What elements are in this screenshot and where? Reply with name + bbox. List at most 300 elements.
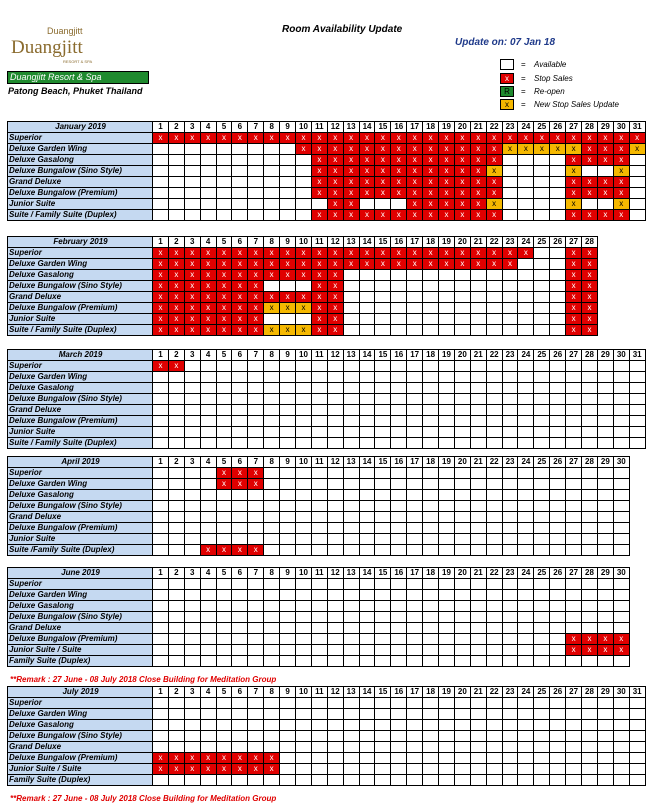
available-cell — [407, 427, 423, 438]
room-type-label: Deluxe Bungalow (Premium) — [8, 523, 153, 534]
available-cell — [296, 383, 312, 394]
available-cell — [454, 742, 470, 753]
stop-sales-cell: x — [184, 133, 200, 144]
day-number: 23 — [502, 457, 518, 468]
available-cell — [184, 394, 200, 405]
month-title: July 2019 — [8, 687, 153, 698]
stop-sales-cell: x — [343, 259, 359, 270]
available-cell — [534, 590, 550, 601]
stop-sales-cell: x — [311, 155, 327, 166]
stop-sales-cell: x — [184, 314, 200, 325]
stop-sales-cell: x — [232, 479, 248, 490]
available-cell — [296, 698, 312, 709]
available-cell — [439, 753, 455, 764]
available-cell — [597, 720, 613, 731]
available-cell — [534, 383, 550, 394]
available-cell — [470, 281, 486, 292]
available-cell — [550, 612, 566, 623]
available-cell — [359, 479, 375, 490]
stop-sales-cell: x — [391, 188, 407, 199]
available-cell — [311, 394, 327, 405]
available-cell — [168, 427, 184, 438]
available-cell — [502, 416, 518, 427]
available-cell — [502, 764, 518, 775]
available-cell — [311, 742, 327, 753]
stop-sales-cell: x — [216, 764, 232, 775]
available-cell — [280, 534, 296, 545]
available-cell — [550, 259, 566, 270]
day-number: 15 — [375, 687, 391, 698]
available-cell — [534, 579, 550, 590]
day-number: 13 — [343, 122, 359, 133]
day-number: 7 — [248, 122, 264, 133]
available-cell — [518, 709, 534, 720]
available-cell — [613, 590, 629, 601]
available-cell — [343, 394, 359, 405]
stop-sales-cell: x — [264, 259, 280, 270]
stop-sales-cell: x — [327, 303, 343, 314]
day-number: 2 — [168, 568, 184, 579]
stop-sales-cell: x — [327, 325, 343, 336]
available-cell — [454, 383, 470, 394]
stop-sales-cell: x — [375, 166, 391, 177]
available-cell — [153, 634, 169, 645]
available-cell — [391, 479, 407, 490]
available-cell — [264, 479, 280, 490]
stop-sales-cell: x — [582, 259, 598, 270]
available-cell — [391, 775, 407, 786]
available-cell — [327, 523, 343, 534]
available-cell — [359, 634, 375, 645]
stop-sales-cell: x — [566, 155, 582, 166]
new-stop-sales-cell: x — [280, 303, 296, 314]
stop-sales-cell: x — [407, 155, 423, 166]
stop-sales-cell: x — [343, 144, 359, 155]
available-cell — [470, 427, 486, 438]
stop-sales-cell: x — [327, 199, 343, 210]
available-cell — [343, 416, 359, 427]
available-cell — [502, 523, 518, 534]
available-cell — [597, 775, 613, 786]
available-cell — [264, 645, 280, 656]
new-stop-sales-cell: x — [629, 144, 645, 155]
room-type-label: Deluxe Bungalow (Premium) — [8, 188, 153, 199]
available-cell — [582, 764, 598, 775]
available-cell — [454, 490, 470, 501]
room-type-label: Deluxe Bungalow (Sino Style) — [8, 281, 153, 292]
available-cell — [407, 656, 423, 667]
available-cell — [296, 601, 312, 612]
available-cell — [597, 656, 613, 667]
available-cell — [375, 479, 391, 490]
available-cell — [391, 623, 407, 634]
room-row — [8, 416, 646, 427]
available-cell — [486, 623, 502, 634]
available-cell — [232, 361, 248, 372]
room-row — [8, 634, 630, 645]
available-cell — [518, 166, 534, 177]
day-number: 6 — [232, 350, 248, 361]
available-cell — [454, 501, 470, 512]
available-cell — [343, 731, 359, 742]
available-cell — [153, 709, 169, 720]
available-cell — [391, 468, 407, 479]
available-cell — [518, 438, 534, 449]
day-number: 12 — [327, 237, 343, 248]
available-cell — [518, 601, 534, 612]
stop-sales-cell: x — [327, 314, 343, 325]
available-cell — [582, 523, 598, 534]
available-cell — [439, 590, 455, 601]
stop-sales-cell: x — [566, 645, 582, 656]
available-cell — [470, 372, 486, 383]
available-cell — [582, 468, 598, 479]
available-cell — [597, 523, 613, 534]
available-cell — [534, 512, 550, 523]
available-cell — [407, 601, 423, 612]
available-cell — [613, 753, 629, 764]
stop-sales-cell: x — [184, 292, 200, 303]
available-cell — [454, 709, 470, 720]
day-number: 20 — [454, 457, 470, 468]
available-cell — [375, 720, 391, 731]
stop-sales-cell: x — [327, 259, 343, 270]
available-cell — [566, 612, 582, 623]
new-stop-sales-cell: x — [518, 144, 534, 155]
available-cell — [566, 427, 582, 438]
available-cell — [597, 199, 613, 210]
available-cell — [613, 372, 629, 383]
available-cell — [153, 427, 169, 438]
available-cell — [486, 383, 502, 394]
available-cell — [168, 166, 184, 177]
available-cell — [407, 764, 423, 775]
available-cell — [296, 720, 312, 731]
available-cell — [280, 438, 296, 449]
stop-sales-cell: x — [311, 166, 327, 177]
stop-sales-cell: x — [311, 303, 327, 314]
available-cell — [343, 709, 359, 720]
day-number: 30 — [613, 457, 629, 468]
available-cell — [407, 645, 423, 656]
available-cell — [502, 709, 518, 720]
available-cell — [423, 512, 439, 523]
available-cell — [375, 645, 391, 656]
day-number: 19 — [439, 568, 455, 579]
available-cell — [502, 545, 518, 556]
day-number: 5 — [216, 687, 232, 698]
available-cell — [439, 372, 455, 383]
available-cell — [518, 394, 534, 405]
available-cell — [359, 427, 375, 438]
available-cell — [582, 656, 598, 667]
day-number: 17 — [407, 122, 423, 133]
available-cell — [248, 144, 264, 155]
stop-sales-cell: x — [232, 133, 248, 144]
available-cell — [343, 438, 359, 449]
available-cell — [359, 383, 375, 394]
room-row — [8, 612, 630, 623]
available-cell — [280, 383, 296, 394]
available-cell — [470, 479, 486, 490]
stop-sales-cell: x — [168, 314, 184, 325]
available-cell — [582, 545, 598, 556]
available-cell — [248, 623, 264, 634]
available-cell — [359, 416, 375, 427]
available-cell — [391, 742, 407, 753]
legend-swatch: x — [500, 73, 514, 84]
available-cell — [439, 523, 455, 534]
room-row — [8, 490, 630, 501]
stop-sales-cell: x — [582, 188, 598, 199]
available-cell — [518, 405, 534, 416]
available-cell — [248, 601, 264, 612]
room-row — [8, 259, 598, 270]
month-table — [7, 567, 630, 667]
available-cell — [375, 742, 391, 753]
available-cell — [232, 427, 248, 438]
stop-sales-cell: x — [423, 155, 439, 166]
available-cell — [153, 523, 169, 534]
available-cell — [264, 523, 280, 534]
stop-sales-cell: x — [232, 270, 248, 281]
available-cell — [502, 731, 518, 742]
available-cell — [391, 372, 407, 383]
available-cell — [311, 545, 327, 556]
available-cell — [470, 270, 486, 281]
stop-sales-cell: x — [359, 248, 375, 259]
available-cell — [375, 601, 391, 612]
stop-sales-cell: x — [343, 188, 359, 199]
available-cell — [311, 775, 327, 786]
available-cell — [582, 612, 598, 623]
available-cell — [518, 534, 534, 545]
stop-sales-cell: x — [248, 325, 264, 336]
available-cell — [248, 523, 264, 534]
available-cell — [184, 656, 200, 667]
room-type-label: Superior — [8, 468, 153, 479]
stop-sales-cell: x — [280, 270, 296, 281]
room-type-label: Suite /Family Suite (Duplex) — [8, 545, 153, 556]
stop-sales-cell: x — [582, 177, 598, 188]
available-cell — [248, 372, 264, 383]
available-cell — [470, 523, 486, 534]
available-cell — [264, 188, 280, 199]
available-cell — [550, 270, 566, 281]
available-cell — [486, 698, 502, 709]
stop-sales-cell: x — [391, 210, 407, 221]
stop-sales-cell: x — [168, 248, 184, 259]
available-cell — [184, 698, 200, 709]
room-row — [8, 325, 598, 336]
stop-sales-cell: x — [375, 177, 391, 188]
available-cell — [582, 731, 598, 742]
stop-sales-cell: x — [327, 133, 343, 144]
available-cell — [550, 720, 566, 731]
available-cell — [582, 742, 598, 753]
available-cell — [534, 188, 550, 199]
room-type-label: Grand Deluxe — [8, 177, 153, 188]
available-cell — [359, 199, 375, 210]
available-cell — [454, 775, 470, 786]
stop-sales-cell: x — [470, 188, 486, 199]
stop-sales-cell: x — [311, 210, 327, 221]
available-cell — [534, 270, 550, 281]
new-stop-sales-cell: x — [566, 199, 582, 210]
available-cell — [248, 155, 264, 166]
day-number: 21 — [470, 350, 486, 361]
stop-sales-cell: x — [296, 144, 312, 155]
available-cell — [518, 656, 534, 667]
room-type-label: Deluxe Bungalow (Premium) — [8, 303, 153, 314]
available-cell — [423, 601, 439, 612]
available-cell — [391, 523, 407, 534]
stop-sales-cell: x — [550, 133, 566, 144]
stop-sales-cell: x — [311, 248, 327, 259]
day-number: 24 — [518, 568, 534, 579]
available-cell — [566, 490, 582, 501]
available-cell — [534, 468, 550, 479]
available-cell — [629, 155, 645, 166]
stop-sales-cell: x — [407, 210, 423, 221]
available-cell — [423, 394, 439, 405]
available-cell — [232, 199, 248, 210]
available-cell — [582, 394, 598, 405]
day-number: 13 — [343, 350, 359, 361]
room-type-label: Deluxe Bungalow (Sino Style) — [8, 501, 153, 512]
room-row — [8, 133, 646, 144]
available-cell — [168, 383, 184, 394]
room-type-label: Deluxe Garden Wing — [8, 479, 153, 490]
stop-sales-cell: x — [200, 325, 216, 336]
available-cell — [264, 512, 280, 523]
available-cell — [470, 468, 486, 479]
available-cell — [597, 709, 613, 720]
available-cell — [582, 427, 598, 438]
available-cell — [597, 601, 613, 612]
available-cell — [502, 210, 518, 221]
day-number: 4 — [200, 122, 216, 133]
available-cell — [597, 753, 613, 764]
available-cell — [407, 709, 423, 720]
room-row — [8, 361, 646, 372]
room-row — [8, 248, 598, 259]
available-cell — [502, 775, 518, 786]
stop-sales-cell: x — [153, 281, 169, 292]
stop-sales-cell: x — [184, 248, 200, 259]
available-cell — [518, 698, 534, 709]
available-cell — [264, 427, 280, 438]
available-cell — [375, 579, 391, 590]
available-cell — [582, 438, 598, 449]
available-cell — [264, 199, 280, 210]
stop-sales-cell: x — [216, 545, 232, 556]
available-cell — [613, 742, 629, 753]
available-cell — [566, 601, 582, 612]
available-cell — [248, 731, 264, 742]
day-number: 24 — [518, 457, 534, 468]
available-cell — [470, 579, 486, 590]
available-cell — [296, 479, 312, 490]
available-cell — [534, 656, 550, 667]
available-cell — [502, 303, 518, 314]
available-cell — [264, 612, 280, 623]
available-cell — [391, 416, 407, 427]
available-cell — [168, 468, 184, 479]
available-cell — [375, 523, 391, 534]
stop-sales-cell: x — [216, 248, 232, 259]
stop-sales-cell: x — [582, 210, 598, 221]
day-number: 16 — [391, 350, 407, 361]
available-cell — [629, 416, 645, 427]
available-cell — [327, 438, 343, 449]
available-cell — [248, 490, 264, 501]
available-cell — [359, 623, 375, 634]
available-cell — [407, 698, 423, 709]
day-number: 25 — [534, 687, 550, 698]
available-cell — [566, 698, 582, 709]
available-cell — [486, 292, 502, 303]
available-cell — [423, 764, 439, 775]
available-cell — [566, 764, 582, 775]
available-cell — [216, 361, 232, 372]
available-cell — [232, 612, 248, 623]
stop-sales-cell: x — [264, 270, 280, 281]
available-cell — [200, 523, 216, 534]
available-cell — [327, 731, 343, 742]
available-cell — [629, 438, 645, 449]
available-cell — [296, 590, 312, 601]
available-cell — [534, 753, 550, 764]
day-number: 3 — [184, 687, 200, 698]
stop-sales-cell: x — [248, 270, 264, 281]
available-cell — [550, 656, 566, 667]
available-cell — [168, 579, 184, 590]
available-cell — [248, 720, 264, 731]
available-cell — [327, 634, 343, 645]
available-cell — [470, 314, 486, 325]
new-stop-sales-cell: x — [486, 199, 502, 210]
available-cell — [550, 427, 566, 438]
day-number: 3 — [184, 350, 200, 361]
stop-sales-cell: x — [423, 199, 439, 210]
available-cell — [518, 361, 534, 372]
available-cell — [216, 405, 232, 416]
available-cell — [454, 645, 470, 656]
available-cell — [311, 645, 327, 656]
available-cell — [391, 709, 407, 720]
available-cell — [264, 775, 280, 786]
room-row — [8, 501, 630, 512]
day-number: 19 — [439, 237, 455, 248]
day-number: 28 — [582, 687, 598, 698]
available-cell — [184, 523, 200, 534]
available-cell — [280, 709, 296, 720]
room-type-label: Suite / Family Suite (Duplex) — [8, 210, 153, 221]
available-cell — [168, 416, 184, 427]
available-cell — [613, 545, 629, 556]
available-cell — [550, 292, 566, 303]
available-cell — [327, 720, 343, 731]
available-cell — [359, 709, 375, 720]
available-cell — [375, 270, 391, 281]
available-cell — [153, 383, 169, 394]
available-cell — [168, 199, 184, 210]
available-cell — [423, 314, 439, 325]
available-cell — [168, 645, 184, 656]
day-number: 6 — [232, 237, 248, 248]
available-cell — [280, 405, 296, 416]
